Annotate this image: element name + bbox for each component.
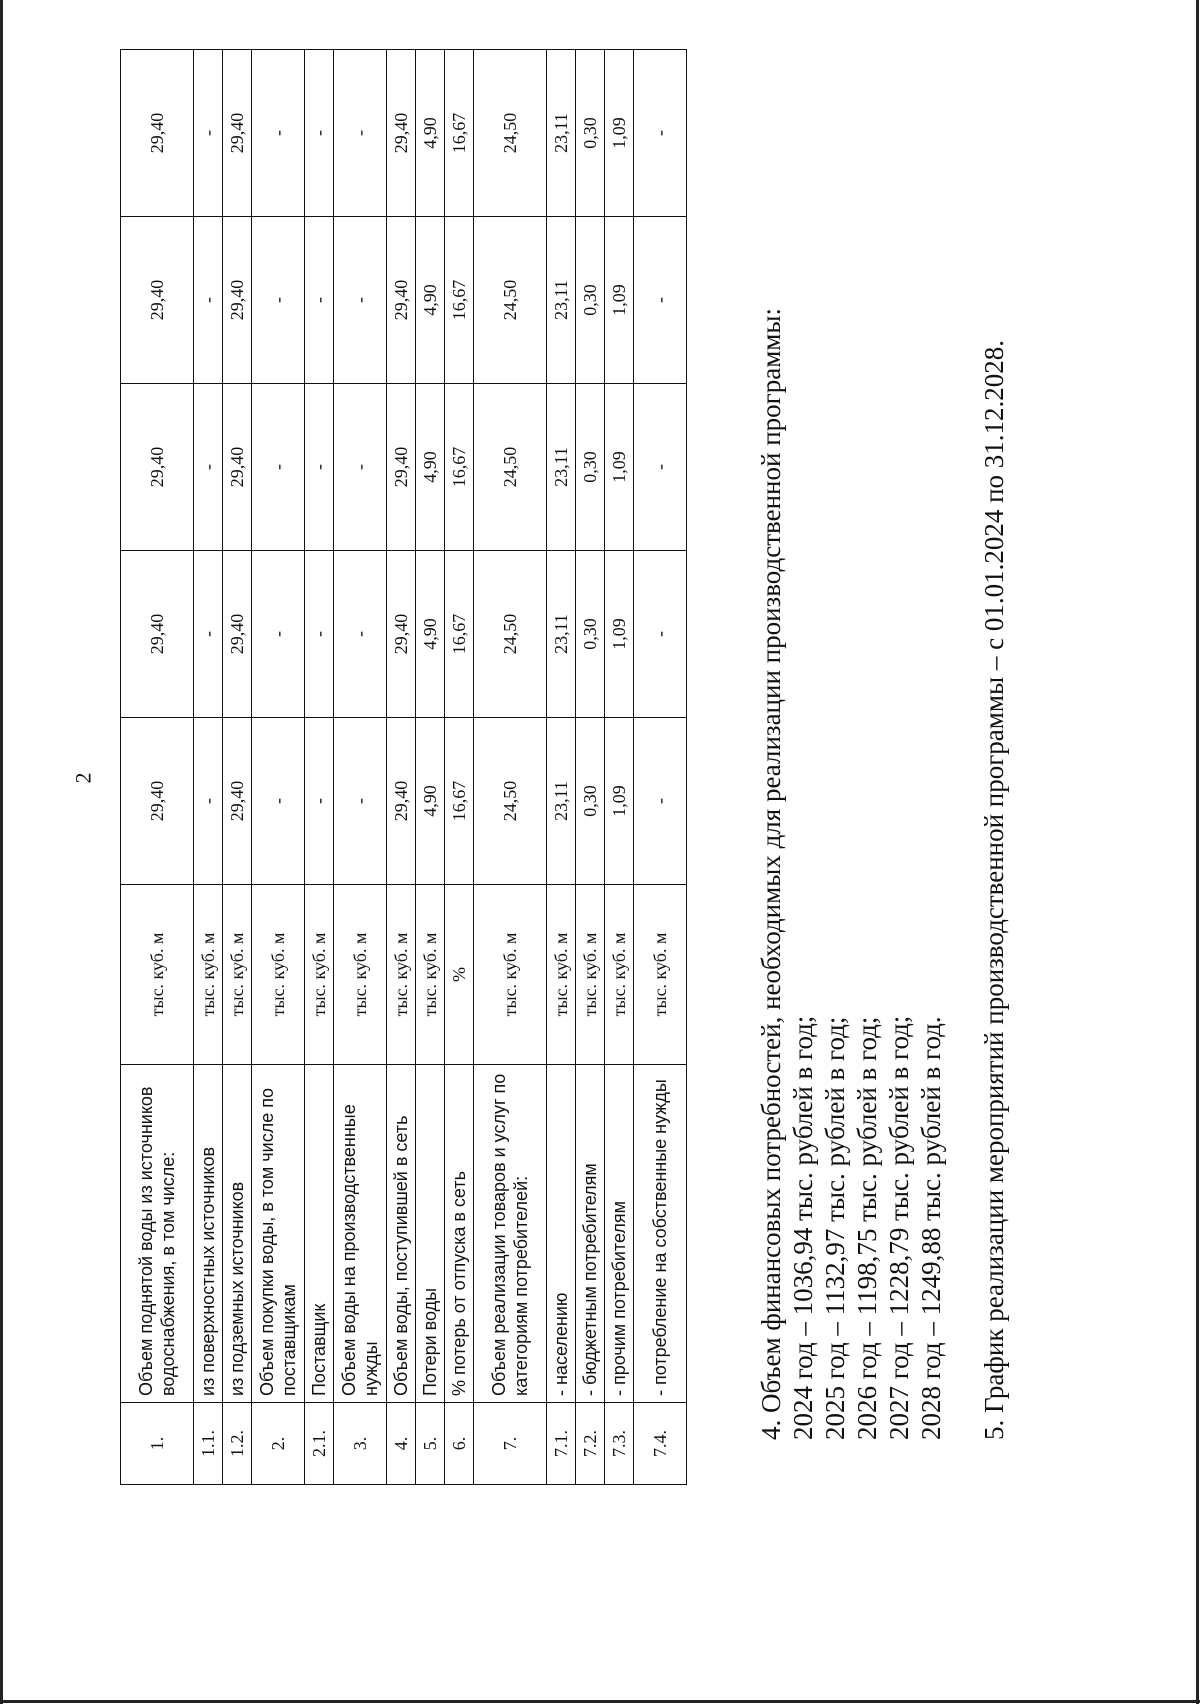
row-value: - — [305, 217, 334, 384]
row-name: Объем реализации товаров и услуг по категориям потребителей: — [474, 1065, 547, 1403]
row-value: 29,40 — [223, 551, 252, 718]
row-value: - — [334, 551, 387, 718]
table-row — [576, 50, 605, 1485]
table-row — [474, 50, 547, 1485]
row-value: 4,90 — [416, 50, 445, 217]
row-name: из подземных источников — [223, 1065, 252, 1403]
row-unit: % — [445, 885, 474, 1065]
row-name: Поставщик — [305, 1065, 334, 1403]
row-value: 24,50 — [474, 718, 547, 885]
table-row — [547, 50, 576, 1485]
row-value: - — [252, 217, 305, 384]
table-row — [121, 50, 194, 1485]
row-value: 24,50 — [474, 551, 547, 718]
row-number: 2. — [252, 1403, 305, 1485]
row-unit: тыс. куб. м — [416, 885, 445, 1065]
row-value: 23,11 — [547, 551, 576, 718]
row-value: - — [334, 718, 387, 885]
table-row — [445, 50, 474, 1485]
row-value: 1,09 — [605, 551, 634, 718]
page-number: 2 — [70, 772, 96, 784]
row-value: 4,90 — [416, 217, 445, 384]
row-value: 23,11 — [547, 718, 576, 885]
row-value: 0,30 — [576, 384, 605, 551]
row-unit: тыс. куб. м — [634, 885, 687, 1065]
row-value: 1,09 — [605, 718, 634, 885]
row-value: 4,90 — [416, 718, 445, 885]
row-value: - — [194, 551, 223, 718]
row-value: - — [252, 384, 305, 551]
table-row — [334, 50, 387, 1485]
table-row — [194, 50, 223, 1485]
scan-edge-left — [0, 0, 3, 1704]
row-unit: тыс. куб. м — [194, 885, 223, 1065]
row-value: 29,40 — [223, 217, 252, 384]
row-value: - — [194, 50, 223, 217]
row-number: 2.1. — [305, 1403, 334, 1485]
row-number: 7. — [474, 1403, 547, 1485]
row-value: 29,40 — [387, 384, 416, 551]
row-value: - — [634, 718, 687, 885]
row-number: 5. — [416, 1403, 445, 1485]
row-number: 6. — [445, 1403, 474, 1485]
row-value: 23,11 — [547, 50, 576, 217]
row-name: Потери воды — [416, 1065, 445, 1403]
row-value: 16,67 — [445, 384, 474, 551]
row-name: Объем воды, поступившей в сеть — [387, 1065, 416, 1403]
row-name: Объем поднятой воды из источников водоснабжения, в том числе: — [121, 1065, 194, 1403]
row-unit: тыс. куб. м — [605, 885, 634, 1065]
row-value: 29,40 — [121, 217, 194, 384]
row-value: 0,30 — [576, 217, 605, 384]
row-value: 1,09 — [605, 50, 634, 217]
row-value: 29,40 — [223, 50, 252, 217]
financial-needs-heading: 4. Объем финансовых потребностей, необходимых для реализации производственной программы: — [756, 307, 786, 1440]
row-value: - — [334, 217, 387, 384]
row-value: 24,50 — [474, 50, 547, 217]
row-value: 24,50 — [474, 217, 547, 384]
row-unit: тыс. куб. м — [305, 885, 334, 1065]
scan-edge-right — [1196, 0, 1199, 1704]
row-value: 16,67 — [445, 217, 474, 384]
row-value: - — [194, 384, 223, 551]
table-row — [634, 50, 687, 1485]
row-number: 7.3. — [605, 1403, 634, 1485]
row-value: 29,40 — [387, 217, 416, 384]
row-value: 29,40 — [121, 50, 194, 217]
row-number: 1. — [121, 1403, 194, 1485]
scan-edge-bottom — [0, 1700, 1200, 1703]
table-row — [223, 50, 252, 1485]
row-value: - — [634, 50, 687, 217]
row-unit: тыс. куб. м — [576, 885, 605, 1065]
row-name: - прочим потребителям — [605, 1065, 634, 1403]
financial-needs-section — [755, 60, 947, 1440]
row-unit: тыс. куб. м — [334, 885, 387, 1065]
row-value: - — [252, 718, 305, 885]
row-value: 0,30 — [576, 50, 605, 217]
row-value: 16,67 — [445, 50, 474, 217]
row-number: 1.1. — [194, 1403, 223, 1485]
row-value: 16,67 — [445, 718, 474, 885]
rotated-content — [120, 50, 1060, 1485]
row-name: % потерь от отпуска в сеть — [445, 1065, 474, 1403]
row-name: - бюджетным потребителям — [576, 1065, 605, 1403]
financial-line-2028: 2028 год – 1249,88 тыс. рублей в год. — [916, 1016, 946, 1440]
row-value: 29,40 — [387, 50, 416, 217]
row-value: 0,30 — [576, 551, 605, 718]
row-value: 24,50 — [474, 384, 547, 551]
table-row — [605, 50, 634, 1485]
row-name: Объем воды на производственные нужды — [334, 1065, 387, 1403]
row-value: - — [334, 50, 387, 217]
financial-line-2025: 2025 год – 1132,97 тыс. рублей в год; — [820, 1016, 850, 1440]
row-unit: тыс. куб. м — [547, 885, 576, 1065]
row-value: 23,11 — [547, 217, 576, 384]
row-value: 29,40 — [223, 718, 252, 885]
row-value: 29,40 — [387, 718, 416, 885]
row-name: Объем покупки воды, в том числе по поставщикам — [252, 1065, 305, 1403]
row-unit: тыс. куб. м — [387, 885, 416, 1065]
row-value: 29,40 — [223, 384, 252, 551]
row-value: - — [305, 384, 334, 551]
row-value: - — [194, 217, 223, 384]
row-value: - — [305, 551, 334, 718]
row-value: - — [634, 384, 687, 551]
row-number: 1.2. — [223, 1403, 252, 1485]
row-value: 29,40 — [121, 384, 194, 551]
row-value: 4,90 — [416, 551, 445, 718]
row-value: 4,90 — [416, 384, 445, 551]
row-value: 29,40 — [121, 551, 194, 718]
schedule-section: 5. График реализации мероприятий производственной программы – с 01.01.2024 по 31.12.2028. — [979, 339, 1009, 1440]
row-name: - населению — [547, 1065, 576, 1403]
table-row — [416, 50, 445, 1485]
production-program-table — [120, 49, 687, 1485]
row-unit: тыс. куб. м — [121, 885, 194, 1065]
row-unit: тыс. куб. м — [223, 885, 252, 1065]
row-value: 23,11 — [547, 384, 576, 551]
row-unit: тыс. куб. м — [252, 885, 305, 1065]
row-name: - потребление на собственные нужды — [634, 1065, 687, 1403]
row-value: - — [634, 217, 687, 384]
row-unit: тыс. куб. м — [474, 885, 547, 1065]
row-value: - — [194, 718, 223, 885]
row-value: 0,30 — [576, 718, 605, 885]
row-value: - — [305, 50, 334, 217]
row-name: из поверхностных источников — [194, 1065, 223, 1403]
row-value: 1,09 — [605, 384, 634, 551]
row-number: 3. — [334, 1403, 387, 1485]
table-row — [387, 50, 416, 1485]
row-value: - — [252, 551, 305, 718]
row-value: 16,67 — [445, 551, 474, 718]
row-value: - — [334, 384, 387, 551]
row-number: 7.4. — [634, 1403, 687, 1485]
row-number: 7.2. — [576, 1403, 605, 1485]
row-value: 1,09 — [605, 217, 634, 384]
row-value: - — [634, 551, 687, 718]
row-number: 7.1. — [547, 1403, 576, 1485]
row-value: 29,40 — [121, 718, 194, 885]
row-value: - — [252, 50, 305, 217]
row-number: 4. — [387, 1403, 416, 1485]
financial-line-2027: 2027 год – 1228,79 тыс. рублей в год; — [884, 1015, 914, 1440]
row-value: 29,40 — [387, 551, 416, 718]
financial-line-2026: 2026 год – 1198,75 тыс. рублей в год; — [852, 1016, 882, 1440]
row-value: - — [305, 718, 334, 885]
table-row — [305, 50, 334, 1485]
financial-line-2024: 2024 год – 1036,94 тыс. рублей в год; — [788, 1015, 818, 1440]
table-row — [252, 50, 305, 1485]
